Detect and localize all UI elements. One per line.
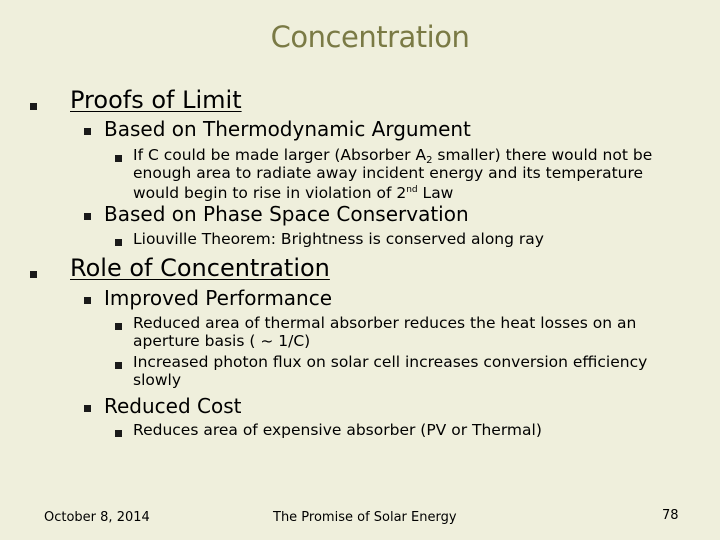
bullet-l2 — [84, 128, 91, 135]
point-liouville: Liouville Theorem: Brightness is conserved along ray — [133, 230, 544, 248]
bullet-l1 — [30, 103, 37, 110]
bullet-l1 — [30, 271, 37, 278]
point-thermo-line2: enough area to radiate away incident energy and its temperature — [133, 164, 644, 182]
bullet-l3 — [115, 362, 122, 369]
section-heading-role: Role of Concentration — [70, 254, 330, 282]
page-number: 78 — [662, 508, 679, 523]
point-thermo-line3: would begin to rise in violation of 2nd Law — [133, 184, 454, 202]
footer-date: October 8, 2014 — [44, 510, 150, 525]
item-phase-space: Based on Phase Space Conservation — [104, 202, 469, 226]
bullet-l2 — [84, 213, 91, 220]
bullet-l2 — [84, 405, 91, 412]
point-photon-flux-line1: Increased photon flux on solar cell increases conversion efficiency — [133, 353, 648, 371]
item-thermodynamic: Based on Thermodynamic Argument — [104, 117, 471, 141]
point-reduced-area-line2: aperture basis ( ~ 1/C) — [133, 332, 311, 350]
bullet-l3 — [115, 155, 122, 162]
bullet-l3 — [115, 430, 122, 437]
item-improved-performance: Improved Performance — [104, 286, 333, 310]
point-reduced-area-line1: Reduced area of thermal absorber reduces the heat losses on an — [133, 314, 637, 332]
item-reduced-cost: Reduced Cost — [104, 394, 242, 418]
slide-title: Concentration — [270, 20, 470, 54]
point-thermo-line1: If C could be made larger (Absorber $A_2$ smaller) there would not be — [133, 146, 653, 166]
point-expensive-absorber: Reduces area of expensive absorber (PV or Thermal) — [133, 421, 542, 439]
bullet-l3 — [115, 323, 122, 330]
bullet-l3 — [115, 239, 122, 246]
section-heading-proofs: Proofs of Limit — [70, 86, 242, 114]
bullet-l2 — [84, 297, 91, 304]
point-photon-flux-line2: slowly — [133, 371, 182, 389]
footer-title: The Promise of Solar Energy — [273, 510, 457, 525]
